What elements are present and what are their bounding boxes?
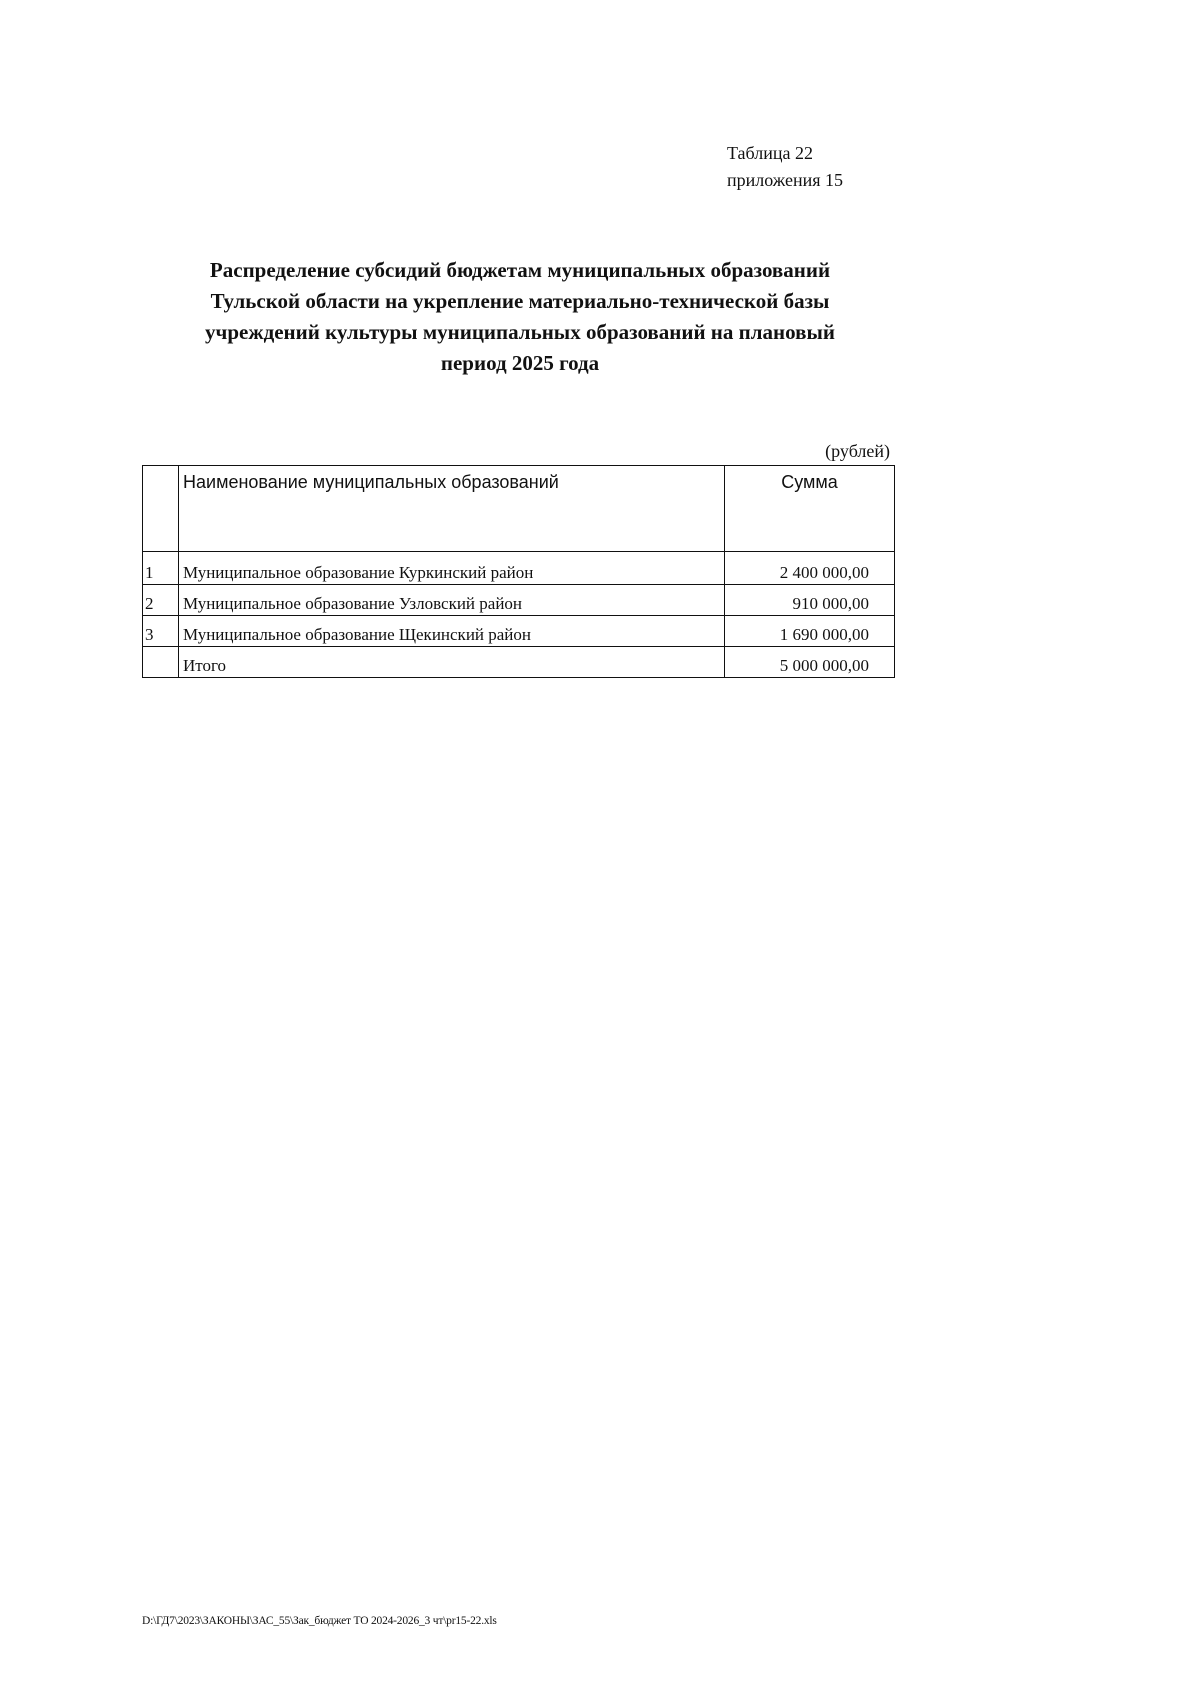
appendix-number: приложения 15: [727, 170, 844, 190]
row-sum: 2 400 000,00: [725, 552, 895, 585]
total-sum: 5 000 000,00: [725, 647, 895, 678]
header-sum: Сумма: [725, 466, 895, 552]
row-name: Муниципальное образование Щекинский район: [179, 616, 725, 647]
header-number: [143, 466, 179, 552]
table-row: [143, 616, 895, 647]
file-path-footer: D:\ГД7\2023\ЗАКОНЫ\ЗАС_55\Зак_бюджет ТО 2024-2026_3 чт\pr15-22.xls: [142, 1615, 497, 1627]
table-row: [143, 552, 895, 585]
table-number: Таблица 22: [727, 143, 813, 163]
units-label: (рублей): [825, 441, 890, 461]
title-line-3: учреждений культуры муниципальных образований на плановый: [205, 320, 835, 344]
table-header-row: [143, 466, 895, 552]
subsidy-table: [142, 465, 895, 678]
table-row: [143, 585, 895, 616]
total-label: Итого: [179, 647, 725, 678]
row-number: 1: [143, 552, 179, 585]
title-line-2: Тульской области на укрепление материально-технической базы: [210, 289, 830, 313]
table-reference: [727, 140, 843, 194]
header-name: Наименование муниципальных образований: [179, 466, 725, 552]
title-line-4: период 2025 года: [440, 351, 600, 375]
row-name: Муниципальное образование Куркинский район: [179, 552, 725, 585]
total-row: [143, 647, 895, 678]
document-title: [140, 255, 900, 379]
row-sum: 1 690 000,00: [725, 616, 895, 647]
title-line-1: Распределение субсидий бюджетам муниципальных образований: [209, 258, 831, 282]
row-number: 3: [143, 616, 179, 647]
row-name: Муниципальное образование Узловский район: [179, 585, 725, 616]
row-number: 2: [143, 585, 179, 616]
row-sum: 910 000,00: [725, 585, 895, 616]
total-number: [143, 647, 179, 678]
